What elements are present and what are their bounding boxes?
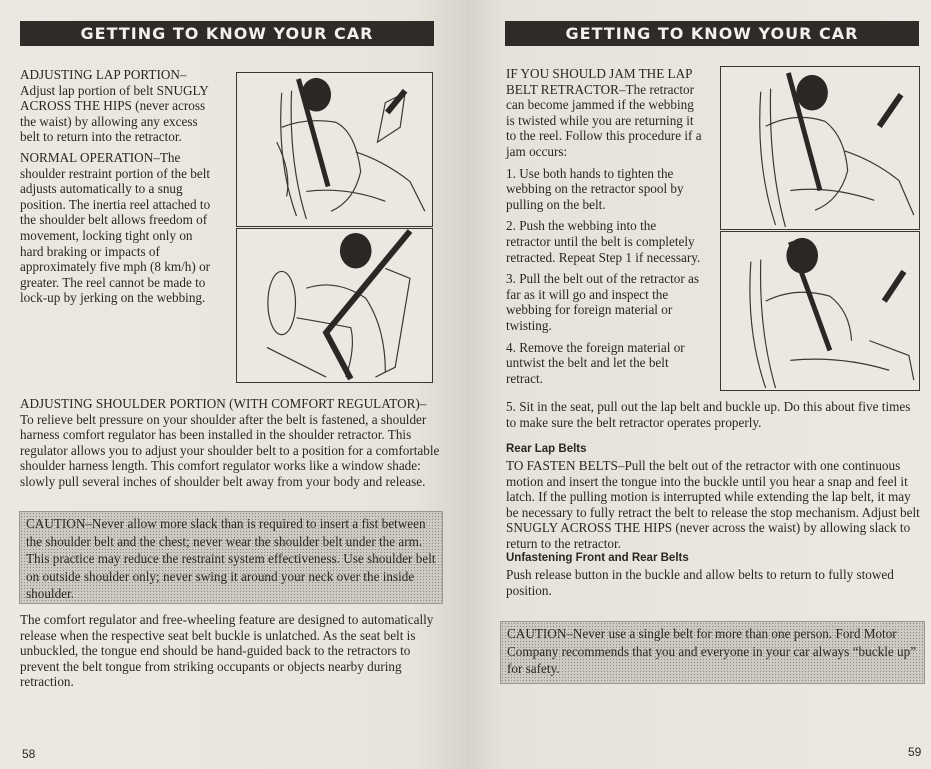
left-caution-box: CAUTION–Never allow more slack than is required to insert a fist between the shoulder belt and the chest; never wear the shoulder belt under the arm. This practice may reduce the restraint system effectiveness. Use shoulder belt on outside shoulder only; never swing it around your neck over the inside shoulder. xyxy=(19,511,443,604)
jam-step-3: 3. Pull the belt out of the retractor as far as it will go and inspect the webbing for foreign material or twisting. xyxy=(506,271,699,333)
unfastening-paragraph: Push release button in the buckle and allow belts to return to fully stowed position. xyxy=(506,567,894,598)
left-page-number: 58 xyxy=(22,747,36,761)
normal-operation-paragraph: NORMAL OPERATION–The shoulder restraint portion of the belt adjusts automatically to a snug position. The inertia reel attached to the shoulder belt allows freedom of movement, locking tight only on hard braking or impacts of approximately five mph (8 km/h) or greater. The reel cannot be made to lock-up by jerking on the webbing. xyxy=(20,150,211,306)
jam-step-1: 1. Use both hands to tighten the webbing on the retractor spool by pulling on the belt. xyxy=(506,165,684,212)
unfastening-heading: Unfastening Front and Rear Belts xyxy=(506,552,689,564)
lap-portion-text xyxy=(20,67,218,147)
unfastening-text xyxy=(506,567,921,600)
woman-buckled-at-wheel-drawing xyxy=(721,232,919,390)
jam-illustration-bottom xyxy=(720,231,920,391)
shoulder-portion-text xyxy=(20,396,440,492)
jam-step-2: 2. Push the webbing into the retractor until the belt is completely retracted. Repeat Step 1 if necessary. xyxy=(506,218,701,265)
woman-pulling-lap-belt-drawing xyxy=(721,67,919,229)
comfort-regulator-paragraph: The comfort regulator and free-wheeling feature are designed to automatically release when the respective seat belt buckle is unlatched. As the seat belt is unbuckled, the tongue end should be hand-guided back to the retractors to prevent the belt tongue from striking occupants or objects nearby during retraction. xyxy=(20,612,434,690)
right-page-number: 59 xyxy=(908,745,922,759)
right-page xyxy=(466,0,931,769)
rear-lap-belts-heading: Rear Lap Belts xyxy=(506,443,587,455)
lap-portion-paragraph: ADJUSTING LAP PORTION–Adjust lap portion of belt SNUGLY ACROSS THE HIPS (never across the waist) by allowing any excess belt to return into the retractor. xyxy=(20,67,209,145)
normal-operation-text xyxy=(20,150,218,308)
jam-step-5: 5. Sit in the seat, pull out the lap belt and buckle up. Do this about five times to make sure the belt retractor operates properly. xyxy=(506,399,911,430)
shoulder-belt-illustration xyxy=(236,228,433,383)
jam-retractor-text xyxy=(506,66,702,392)
jam-illustration-top xyxy=(720,66,920,230)
right-page-banner: GETTING TO KNOW YOUR CAR xyxy=(505,21,919,46)
rear-lap-belts-text xyxy=(506,458,921,554)
jam-step-4: 4. Remove the foreign material or untwist the belt and let the belt retract. xyxy=(506,339,685,386)
shoulder-portion-paragraph: ADJUSTING SHOULDER PORTION (WITH COMFORT REGULATOR)–To relieve belt pressure on your shoulder after the belt is fastened, a shoulder harness comfort regulator has been installed in the shoulder retractor. This regulator allows you to adjust your shoulder belt to a position for a comfortable shoulder harness length. This comfort regulator works like a window shade: slowly pull several inches of shoulder belt away from your body and release. xyxy=(20,396,440,489)
jam-retractor-paragraph: IF YOU SHOULD JAM THE LAP BELT RETRACTOR–The retractor can become jammed if the webbing is twisted while you are returning it to the reel. Follow this procedure if a jam occurs: xyxy=(506,66,702,159)
lap-belt-illustration xyxy=(236,72,433,227)
woman-adjusting-lap-belt-drawing xyxy=(237,73,432,226)
comfort-regulator-text xyxy=(20,612,442,692)
step5-text xyxy=(506,399,921,432)
left-page-banner: GETTING TO KNOW YOUR CAR xyxy=(20,21,434,46)
right-caution-box: CAUTION–Never use a single belt for more than one person. Ford Motor Company recommends that you and everyone in your car always “buckle up” for safety. xyxy=(500,621,925,684)
woman-at-wheel-drawing xyxy=(237,229,432,382)
jam-steps-list xyxy=(506,166,702,387)
rear-lap-belts-paragraph: TO FASTEN BELTS–Pull the belt out of the retractor with one continuous motion and insert the tongue into the buckle until you hear a snap and feel it latch. If the pulling motion is interrupted while extending the lap belt, it may be necessary to fully retract the belt to release the stop mechanism. Adjust belt SNUGLY ACROSS THE HIPS (never across the waist) by allowing slack to return to the retractor. xyxy=(506,458,920,551)
